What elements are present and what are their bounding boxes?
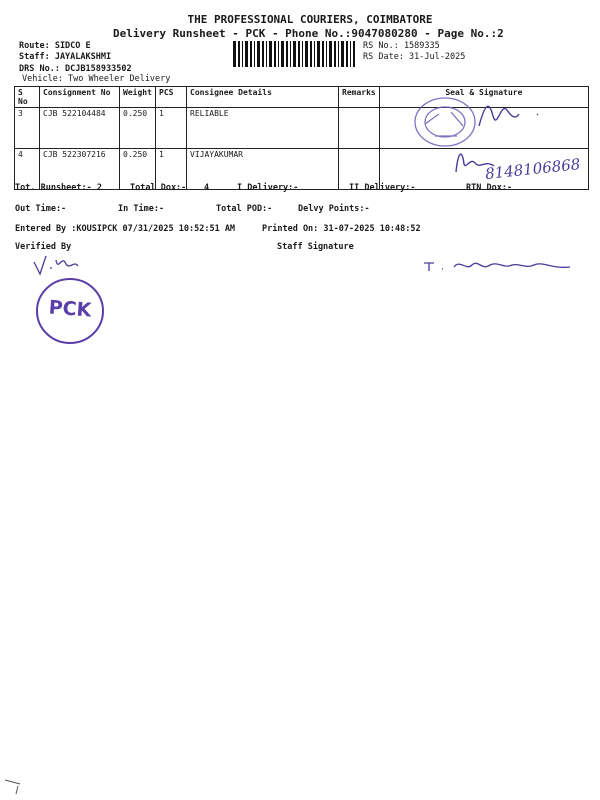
- pck-stamp-text: PCK: [47, 296, 93, 322]
- cell-consignee: RELIABLE: [187, 108, 339, 149]
- out-time: Out Time:-: [15, 204, 67, 214]
- company-title: THE PROFESSIONAL COURIERS, COIMBATORE: [187, 13, 433, 26]
- cell-pcs: 1: [156, 149, 187, 190]
- tot-runsheet: Tot. Runsheet:- 2: [15, 183, 102, 193]
- entered-by: Entered By :KOUSIPCK 07/31/2025 10:52:51 AM: [15, 224, 236, 234]
- signature-1-icon: [475, 96, 555, 136]
- barcode-icon: [233, 41, 355, 67]
- i-delivery: I Delivery:-: [237, 183, 299, 193]
- cell-consignment: CJB 522104484: [40, 108, 120, 149]
- cell-remarks: [339, 108, 380, 149]
- cell-pcs: 1: [156, 108, 187, 149]
- rtn-dox: RTN Dox:-: [466, 183, 513, 193]
- printed-on: Printed On: 31-07-2025 10:48:52: [262, 224, 421, 234]
- col-consignee: Consignee Details: [187, 87, 339, 108]
- vehicle-label: Vehicle: Two Wheeler Delivery: [22, 74, 171, 84]
- rs-number: RS No.: 1589335: [363, 41, 440, 51]
- staff-signature-label: Staff Signature: [277, 242, 354, 252]
- cell-weight: 0.250: [120, 108, 156, 149]
- ii-delivery: II Delivery:-: [349, 183, 416, 193]
- cell-consignment: CJB 522307216: [40, 149, 120, 190]
- stray-mark-icon: [4, 776, 24, 796]
- col-weight: Weight: [120, 87, 156, 108]
- drs-number: DRS No.: DCJB158933502: [19, 64, 132, 74]
- runsheet-subtitle: Delivery Runsheet - PCK - Phone No.:9047080280 - Page No.:2: [113, 27, 504, 40]
- cell-consignee: VIJAYAKUMAR: [187, 149, 339, 190]
- col-remarks: Remarks: [339, 87, 380, 108]
- cell-sno: 4: [15, 149, 40, 190]
- col-consignment: Consignment No: [40, 87, 120, 108]
- total-dox-label: Total Dox:-: [130, 183, 187, 193]
- in-time: In Time:-: [118, 204, 165, 214]
- col-pcs: PCS: [156, 87, 187, 108]
- cell-weight: 0.250: [120, 149, 156, 190]
- col-sno: S No: [15, 87, 40, 108]
- delvy-points: Delvy Points:-: [298, 204, 370, 214]
- route-label: Route: SIDCO E: [19, 41, 91, 51]
- handwritten-phone: 8148106868: [484, 155, 582, 183]
- staff-signature-icon: [420, 255, 580, 277]
- col-seal-signature: Seal & Signature: [379, 87, 588, 108]
- cell-sno: 3: [15, 108, 40, 149]
- verified-by-label: Verified By: [15, 242, 72, 252]
- rs-date: RS Date: 31-Jul-2025: [363, 52, 466, 62]
- staff-label: Staff: JAYALAKSHMI: [19, 52, 112, 62]
- total-dox-value: 4: [204, 183, 210, 193]
- total-pod: Total POD:-: [216, 204, 273, 214]
